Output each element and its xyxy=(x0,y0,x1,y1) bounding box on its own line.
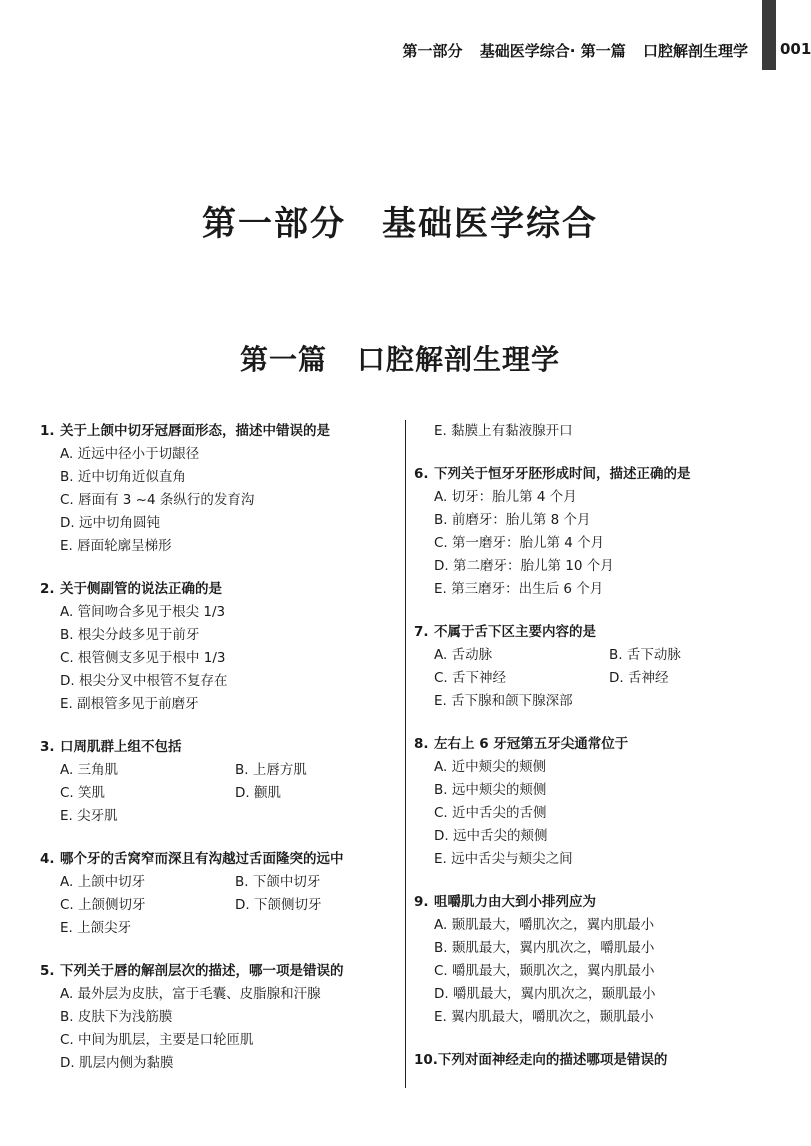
question xyxy=(414,891,784,1029)
question xyxy=(414,621,784,713)
answer-option: C. 上颌侧切牙 xyxy=(60,897,146,913)
question-number: 1. xyxy=(40,423,55,439)
question-stem xyxy=(414,733,784,756)
question-text: 下列关于唇的解剖层次的描述，哪一项是错误的 xyxy=(60,963,344,979)
page-number: 001 xyxy=(780,40,811,58)
question xyxy=(414,733,784,871)
question xyxy=(40,420,390,558)
question-stem xyxy=(40,420,390,443)
question xyxy=(414,463,784,601)
question-text: 哪个牙的舌窝窄而深且有沟越过舌面隆突的远中 xyxy=(60,851,344,867)
answer-option: A. 舌动脉 xyxy=(434,647,493,663)
chapter-title xyxy=(0,338,800,378)
header-chapter-name: 口腔解剖生理学 xyxy=(642,42,748,60)
answer-option: B. 舌下动脉 xyxy=(609,647,681,663)
chapter-title-left: 第一篇 xyxy=(239,343,327,376)
question-number: 8. xyxy=(414,736,429,752)
question-stem xyxy=(414,463,784,486)
question-stem xyxy=(40,736,390,759)
answer-option: C. 唇面有 3 ~4 条纵行的发育沟 xyxy=(60,492,255,508)
answer-option: D. 远中舌尖的颊侧 xyxy=(434,828,548,844)
part-title-right: 基础医学综合 xyxy=(382,204,598,244)
question-text: 关于上颌中切牙冠唇面形态，描述中错误的是 xyxy=(60,423,330,439)
continued-option: E. 黏膜上有黏液腺开口 xyxy=(434,423,573,439)
answer-option: C. 笑肌 xyxy=(60,785,106,801)
question-number: 2. xyxy=(40,581,55,597)
question xyxy=(40,736,390,828)
question xyxy=(40,960,390,1075)
answer-option: C. 嚼肌最大，颞肌次之，翼内肌最小 xyxy=(434,963,655,979)
answer-option: A. 管间吻合多见于根尖 1/3 xyxy=(60,604,226,620)
answer-option: D. 舌神经 xyxy=(609,670,669,686)
answer-option: E. 副根管多见于前磨牙 xyxy=(60,696,199,712)
question xyxy=(414,1049,784,1072)
answer-option: C. 根管侧支多见于根中 1/3 xyxy=(60,650,226,666)
answer-option: C. 中间为肌层，主要是口轮匝肌 xyxy=(60,1032,254,1048)
question-stem xyxy=(414,891,784,914)
answer-option: A. 上颌中切牙 xyxy=(60,874,146,890)
part-title xyxy=(0,196,800,245)
answer-option: B. 颞肌最大，翼内肌次之，嚼肌最小 xyxy=(434,940,655,956)
running-header xyxy=(403,40,748,61)
answer-option: A. 近远中径小于切龈径 xyxy=(60,446,200,462)
answer-option: D. 肌层内侧为黏膜 xyxy=(60,1055,174,1071)
answer-option: E. 尖牙肌 xyxy=(60,808,118,824)
question-text: 咀嚼肌力由大到小排列应为 xyxy=(434,894,596,910)
answer-option: E. 第三磨牙：出生后 6 个月 xyxy=(434,581,604,597)
question-stem xyxy=(40,578,390,601)
question-number: 6. xyxy=(414,466,429,482)
answer-option: A. 近中颊尖的颊侧 xyxy=(434,759,547,775)
answer-option: D. 远中切角圆钝 xyxy=(60,515,160,531)
question-stem xyxy=(414,1049,784,1072)
answer-option: B. 前磨牙：胎儿第 8 个月 xyxy=(434,512,591,528)
question-text: 关于侧副管的说法正确的是 xyxy=(60,581,222,597)
answer-option-grid xyxy=(40,871,390,917)
answer-option: D. 嚼肌最大，翼内肌次之，颞肌最小 xyxy=(434,986,656,1002)
question-number: 9. xyxy=(414,894,429,910)
answer-option: B. 根尖分歧多见于前牙 xyxy=(60,627,200,643)
answer-option: B. 皮肤下为浅筋膜 xyxy=(60,1009,173,1025)
left-column xyxy=(40,420,390,1095)
answer-option: C. 舌下神经 xyxy=(434,670,507,686)
question-number: 3. xyxy=(40,739,55,755)
question-number: 5. xyxy=(40,963,55,979)
answer-option: B. 近中切角近似直角 xyxy=(60,469,186,485)
answer-option: D. 颧肌 xyxy=(235,785,281,801)
question-text: 下列关于恒牙牙胚形成时间，描述正确的是 xyxy=(434,466,691,482)
answer-option: A. 三角肌 xyxy=(60,762,119,778)
question-text: 左右上 6 牙冠第五牙尖通常位于 xyxy=(434,736,629,752)
answer-option: B. 上唇方肌 xyxy=(235,762,307,778)
header-part: 第一部分 xyxy=(402,42,463,60)
answer-option: E. 唇面轮廓呈梯形 xyxy=(60,538,172,554)
answer-option: E. 远中舌尖与颊尖之间 xyxy=(434,851,573,867)
answer-option: B. 远中颊尖的颊侧 xyxy=(434,782,547,798)
question-text: 口周肌群上组不包括 xyxy=(60,739,182,755)
answer-option: D. 第二磨牙：胎儿第 10 个月 xyxy=(434,558,614,574)
answer-option: A. 切牙：胎儿第 4 个月 xyxy=(434,489,577,505)
answer-option: C. 第一磨牙：胎儿第 4 个月 xyxy=(434,535,605,551)
answer-option: C. 近中舌尖的舌侧 xyxy=(434,805,547,821)
answer-option: E. 舌下腺和颌下腺深部 xyxy=(434,693,573,709)
answer-option: E. 翼内肌最大，嚼肌次之，颞肌最小 xyxy=(434,1009,654,1025)
question-text: 下列对面神经走向的描述哪项是错误的 xyxy=(437,1052,668,1068)
question-number: 4. xyxy=(40,851,55,867)
answer-option: E. 上颌尖牙 xyxy=(60,920,132,936)
answer-option: D. 根尖分叉中根管不复存在 xyxy=(60,673,228,689)
question-stem xyxy=(40,960,390,983)
right-question-list xyxy=(414,463,784,1072)
question-text: 不属于舌下区主要内容的是 xyxy=(434,624,596,640)
header-subject: 基础医学综合 xyxy=(479,42,570,60)
question xyxy=(40,578,390,716)
question-number: 10. xyxy=(414,1052,438,1068)
right-column xyxy=(414,420,784,1092)
answer-option: B. 下颌中切牙 xyxy=(235,874,321,890)
header-chapter: 第一篇 xyxy=(580,42,626,60)
answer-option-grid xyxy=(40,759,390,805)
question-stem xyxy=(414,621,784,644)
question-number: 7. xyxy=(414,624,429,640)
chapter-title-right: 口腔解剖生理学 xyxy=(357,343,561,376)
question xyxy=(40,848,390,940)
question-stem xyxy=(40,848,390,871)
answer-option: D. 下颌侧切牙 xyxy=(235,897,322,913)
header-dot: · xyxy=(569,42,576,60)
part-title-left: 第一部分 xyxy=(202,204,346,244)
answer-option-grid xyxy=(414,644,784,690)
answer-option: A. 颞肌最大，嚼肌次之，翼内肌最小 xyxy=(434,917,655,933)
page-edge-bar xyxy=(762,0,776,70)
column-divider xyxy=(405,420,406,1088)
answer-option: A. 最外层为皮肤，富于毛囊、皮脂腺和汗腺 xyxy=(60,986,321,1002)
